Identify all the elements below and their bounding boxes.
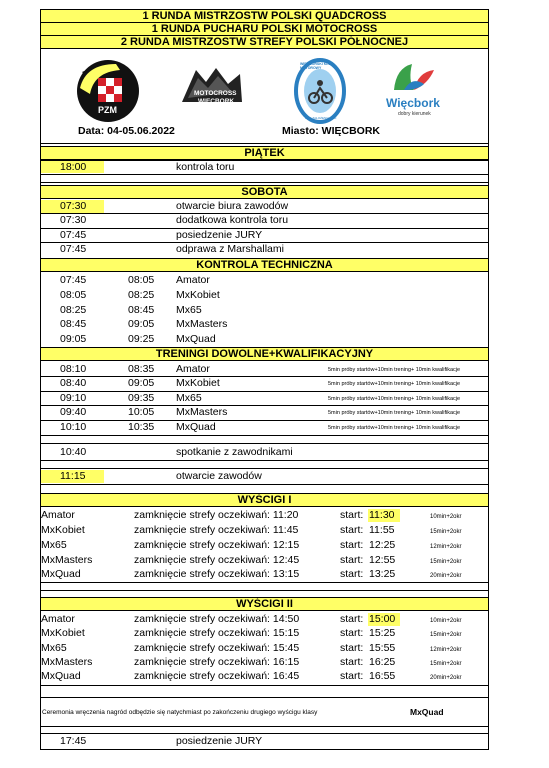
w1-startlabel-2: start: [340, 539, 364, 551]
sobota-desc-3: odprawa z Marshallami [176, 243, 284, 255]
header-title-3: 2 RUNDA MISTRZOSTW STREFY POLSKI PÓŁNOCNEJ [40, 35, 489, 49]
w1-cls-4: MxQuad [41, 568, 81, 580]
w1-start-4: 13:25 [369, 568, 396, 580]
treningi-note-2: 5min próby startów+10min trening+ 10min kwalifikacje [328, 396, 461, 402]
w1-dur-1: 15min+2okr [430, 529, 462, 535]
wiecborski-klub-logo [294, 58, 346, 124]
w1-start-2: 12:25 [369, 539, 396, 551]
final-time: 17:45 [60, 735, 87, 747]
w2-dur-1: 15min+2okr [430, 632, 462, 638]
sobota-desc-1: dodatkowa kontrola toru [176, 214, 289, 226]
klub-logo-text: WIĘCBORSKI KLUB MOTOROWY [300, 62, 334, 70]
kontrola-end-1: 08:25 [128, 289, 155, 301]
w1-cls-0: Amator [41, 509, 75, 521]
kontrola-cls-3: MxMasters [176, 318, 228, 330]
treningi-note-4: 5min próby startów+10min trening+ 10min kwalifikacje [328, 425, 461, 431]
sobota-time-0: 07:30 [60, 200, 87, 212]
ceremonia-class: MxQuad [410, 707, 444, 717]
w1-zone-4: zamknięcie strefy oczekiwań: 13:15 [134, 568, 300, 580]
w1-start-0: 11:30 [368, 509, 400, 522]
treningi-cls-3: MxMasters [176, 406, 228, 418]
w2-zone-0: zamknięcie strefy oczekiwań: 14:50 [134, 613, 300, 625]
w1-zone-0: zamknięcie strefy oczekiwań: 11:20 [134, 509, 299, 521]
kontrola-cls-4: MxQuad [176, 333, 216, 345]
kontrola-start-1: 08:05 [60, 289, 87, 301]
w1-cls-3: MxMasters [41, 554, 93, 566]
w1-startlabel-4: start: [340, 568, 364, 580]
kontrola-end-2: 08:45 [128, 304, 155, 316]
piatek-desc: kontrola toru [176, 161, 235, 173]
treningi-end-3: 10:05 [128, 406, 155, 418]
w1-dur-0: 10min+2okr [430, 514, 462, 520]
w2-zone-2: zamknięcie strefy oczekiwań: 15:45 [134, 642, 300, 654]
w1-start-1: 11:55 [369, 524, 395, 536]
w2-startlabel-1: start: [340, 627, 364, 639]
kontrola-start-3: 08:45 [60, 318, 87, 330]
w1-zone-1: zamknięcie strefy oczekiwań: 11:45 [134, 524, 299, 536]
w1-start-3: 12:55 [369, 554, 396, 566]
sobota-time-3: 07:45 [60, 243, 87, 255]
w2-start-1: 15:25 [369, 627, 396, 639]
treningi-cls-2: Mx65 [176, 392, 202, 404]
w2-dur-0: 10min+2okr [430, 618, 462, 624]
sobota-title: SOBOTA [40, 185, 489, 199]
w2-cls-0: Amator [41, 613, 75, 625]
treningi-cls-0: Amator [176, 363, 210, 375]
header-title-1: 1 RUNDA MISTRZOSTW POLSKI QUADCROSS [40, 9, 489, 23]
treningi-note-0: 5min próby startów+10min trening+ 10min kwalifikacje [328, 367, 461, 373]
treningi-title: TRENINGI DOWOLNE+KWALIFIKACYJNY [40, 347, 489, 361]
sobota-time-1: 07:30 [60, 214, 87, 226]
header-title-2: 1 RUNDA PUCHARU POLSKI MOTOCROSS [40, 22, 489, 36]
motocross-wiecbork-logo [176, 62, 248, 112]
kontrola-end-0: 08:05 [128, 274, 155, 286]
sobota-time-2: 07:45 [60, 229, 87, 241]
otwarcie-time: 11:15 [60, 470, 86, 482]
sobota-desc-2: posiedzenie JURY [176, 229, 263, 241]
w2-start-3: 16:25 [369, 656, 396, 668]
w2-startlabel-0: start: [340, 613, 364, 625]
w2-cls-2: Mx65 [41, 642, 67, 654]
date-label: Data: 04-05.06.2022 [78, 125, 175, 137]
w2-zone-1: zamknięcie strefy oczekiwań: 15:15 [134, 627, 300, 639]
w2-startlabel-2: start: [340, 642, 364, 654]
pzm-logo [76, 58, 140, 124]
treningi-start-3: 09:40 [60, 406, 87, 418]
kontrola-start-0: 07:45 [60, 274, 87, 286]
wiecbork-logo-sub: dobry kierunek [398, 111, 431, 117]
kontrola-cls-1: MxKobiet [176, 289, 220, 301]
w1-cls-2: Mx65 [41, 539, 67, 551]
kontrola-end-3: 09:05 [128, 318, 155, 330]
w2-cls-3: MxMasters [41, 656, 93, 668]
otwarcie-desc: otwarcie zawodów [176, 470, 262, 482]
treningi-end-1: 09:05 [128, 377, 155, 389]
spotkanie-desc: spotkanie z zawodnikami [176, 446, 293, 458]
w1-cls-1: MxKobiet [41, 524, 85, 536]
klub-logo-year: ROK ZAŁOŻENIA 1960 [305, 116, 337, 120]
wyscigi2-title: WYŚCIGI II [40, 597, 489, 611]
w1-zone-2: zamknięcie strefy oczekiwań: 12:15 [134, 539, 300, 551]
w2-cls-1: MxKobiet [41, 627, 85, 639]
piatek-title: PIĄTEK [40, 146, 489, 160]
w1-zone-3: zamknięcie strefy oczekiwań: 12:45 [134, 554, 300, 566]
treningi-note-3: 5min próby startów+10min trening+ 10min kwalifikacje [328, 410, 461, 416]
treningi-start-4: 10:10 [60, 421, 87, 433]
w1-startlabel-1: start: [340, 524, 364, 536]
sobota-desc-0: otwarcie biura zawodów [176, 200, 289, 212]
spotkanie-time: 10:40 [60, 446, 87, 458]
w2-zone-3: zamknięcie strefy oczekiwań: 16:15 [134, 656, 300, 668]
piatek-time: 18:00 [60, 161, 87, 173]
wyscigi1-title: WYŚCIGI I [40, 493, 489, 507]
pzm-logo-text: PZM [98, 105, 117, 115]
w2-cls-4: MxQuad [41, 670, 81, 682]
w2-start-0: 15:00 [368, 613, 400, 626]
kontrola-cls-2: Mx65 [176, 304, 202, 316]
ceremonia-text: Ceremonia wręczenia nagród odbędzie się natychmiast po zakończeniu drugiego wyścigu klasy [42, 709, 318, 716]
w2-dur-2: 12min+2okr [430, 647, 462, 653]
treningi-end-0: 08:35 [128, 363, 155, 375]
w2-startlabel-3: start: [340, 656, 364, 668]
w1-dur-4: 20min+2okr [430, 573, 462, 579]
w2-dur-4: 20min+2okr [430, 675, 462, 681]
w1-startlabel-0: start: [340, 509, 364, 521]
treningi-start-2: 09:10 [60, 392, 87, 404]
final-desc: posiedzenie JURY [176, 735, 263, 747]
wiecbork-logo [384, 60, 444, 124]
w1-dur-2: 12min+2okr [430, 544, 462, 550]
w2-start-2: 15:55 [369, 642, 396, 654]
w1-dur-3: 15min+2okr [430, 559, 462, 565]
city-label: Miasto: WIĘCBORK [282, 125, 380, 137]
w2-startlabel-4: start: [340, 670, 364, 682]
treningi-end-2: 09:35 [128, 392, 155, 404]
treningi-cls-1: MxKobiet [176, 377, 220, 389]
kontrola-start-4: 09:05 [60, 333, 87, 345]
treningi-start-1: 08:40 [60, 377, 87, 389]
kontrola-end-4: 09:25 [128, 333, 155, 345]
w2-start-4: 16:55 [369, 670, 396, 682]
treningi-start-0: 08:10 [60, 363, 87, 375]
treningi-note-1: 5min próby startów+10min trening+ 10min kwalifikacje [328, 381, 461, 387]
w1-startlabel-3: start: [340, 554, 364, 566]
wiecbork-logo-text: Więcbork [386, 96, 440, 110]
treningi-end-4: 10:35 [128, 421, 155, 433]
kontrola-title: KONTROLA TECHNICZNA [40, 258, 489, 272]
motocross-logo-text-2: WIĘCBORK [198, 98, 235, 105]
w2-zone-4: zamknięcie strefy oczekiwań: 16:45 [134, 670, 300, 682]
motocross-logo-text: MOTOCROSS [194, 90, 237, 97]
kontrola-cls-0: Amator [176, 274, 210, 286]
kontrola-start-2: 08:25 [60, 304, 87, 316]
w2-dur-3: 15min+2okr [430, 661, 462, 667]
treningi-cls-4: MxQuad [176, 421, 216, 433]
